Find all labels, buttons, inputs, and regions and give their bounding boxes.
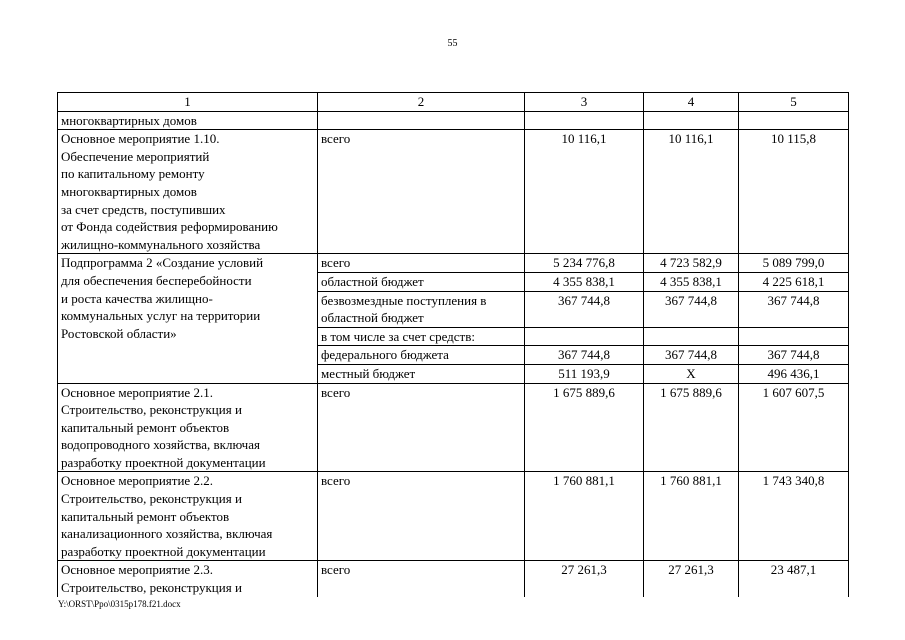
value-col5: 4 225 618,1 xyxy=(739,272,849,291)
value-col3: 10 116,1 xyxy=(525,130,644,254)
table-row xyxy=(58,111,849,130)
page-number: 55 xyxy=(447,38,458,49)
budget-table xyxy=(57,92,849,597)
value-col5 xyxy=(739,327,849,346)
funding-source: местный бюджет xyxy=(318,364,525,383)
row-label: Основное мероприятие 2.1. Строительство, реконструкция и капитальный ремонт объектов водопроводного хозяйства, включая разработку проектной документации xyxy=(58,383,318,472)
funding-source: всего xyxy=(318,561,525,597)
value-col3: 27 261,3 xyxy=(525,561,644,597)
table-row xyxy=(58,130,849,254)
value-col3: 1 675 889,6 xyxy=(525,383,644,472)
value-col4: 367 744,8 xyxy=(644,346,739,365)
value-col3 xyxy=(525,327,644,346)
column-header-3: 3 xyxy=(525,93,644,112)
row-label: Основное мероприятие 2.2. Строительство, реконструкция и капитальный ремонт объектов канализационного хозяйства, включая разработку проектной документации xyxy=(58,472,318,561)
column-header-4: 4 xyxy=(644,93,739,112)
value-col4: 4 355 838,1 xyxy=(644,272,739,291)
value-col4: 27 261,3 xyxy=(644,561,739,597)
table-row xyxy=(58,472,849,561)
value-col4: 10 116,1 xyxy=(644,130,739,254)
value-col4: 1 760 881,1 xyxy=(644,472,739,561)
funding-source: областной бюджет xyxy=(318,272,525,291)
funding-source: в том числе за счет средств: xyxy=(318,327,525,346)
value-col3: 5 234 776,8 xyxy=(525,254,644,273)
row-label: Основное мероприятие 1.10. Обеспечение мероприятий по капитальному ремонту многоквартирных домов за счет средств, поступивших от Фонда содействия реформированию жилищно-коммунального хозяйства xyxy=(58,130,318,254)
value-col5: 23 487,1 xyxy=(739,561,849,597)
value-col4: 367 744,8 xyxy=(644,291,739,327)
funding-source: безвозмездные поступления в областной бюджет xyxy=(318,291,525,327)
table-row xyxy=(58,383,849,472)
value-col3: 4 355 838,1 xyxy=(525,272,644,291)
value-col4: 4 723 582,9 xyxy=(644,254,739,273)
column-header-5: 5 xyxy=(739,93,849,112)
value-col5: 496 436,1 xyxy=(739,364,849,383)
funding-source: всего xyxy=(318,383,525,472)
value-col3: 511 193,9 xyxy=(525,364,644,383)
row-label: Подпрограмма 2 «Создание условий для обеспечения бесперебойности и роста качества жилищно- коммунальных услуг на территории Ростовской области» xyxy=(58,254,318,383)
value-col5: 1 743 340,8 xyxy=(739,472,849,561)
value-col5: 10 115,8 xyxy=(739,130,849,254)
row-label: Основное мероприятие 2.3. Строительство, реконструкция и xyxy=(58,561,318,597)
column-header-2: 2 xyxy=(318,93,525,112)
table-row xyxy=(58,561,849,597)
table-row xyxy=(58,254,849,273)
value-col4 xyxy=(644,327,739,346)
funding-source: федерального бюджета xyxy=(318,346,525,365)
value-col5: 1 607 607,5 xyxy=(739,383,849,472)
value-col3: 367 744,8 xyxy=(525,346,644,365)
value-col5: 367 744,8 xyxy=(739,291,849,327)
value-col3: 1 760 881,1 xyxy=(525,472,644,561)
funding-source: всего xyxy=(318,472,525,561)
funding-source: всего xyxy=(318,254,525,273)
value-col5: 367 744,8 xyxy=(739,346,849,365)
table-header-row xyxy=(58,93,849,112)
value-col4: 1 675 889,6 xyxy=(644,383,739,472)
value-col5: 5 089 799,0 xyxy=(739,254,849,273)
row-label: многоквартирных домов xyxy=(58,111,318,130)
value-col4: Х xyxy=(644,364,739,383)
funding-source: всего xyxy=(318,130,525,254)
value-col3: 367 744,8 xyxy=(525,291,644,327)
column-header-1: 1 xyxy=(58,93,318,112)
footer-file-path: Y:\ORST\Ppo\0315p178.f21.docx xyxy=(58,599,181,609)
